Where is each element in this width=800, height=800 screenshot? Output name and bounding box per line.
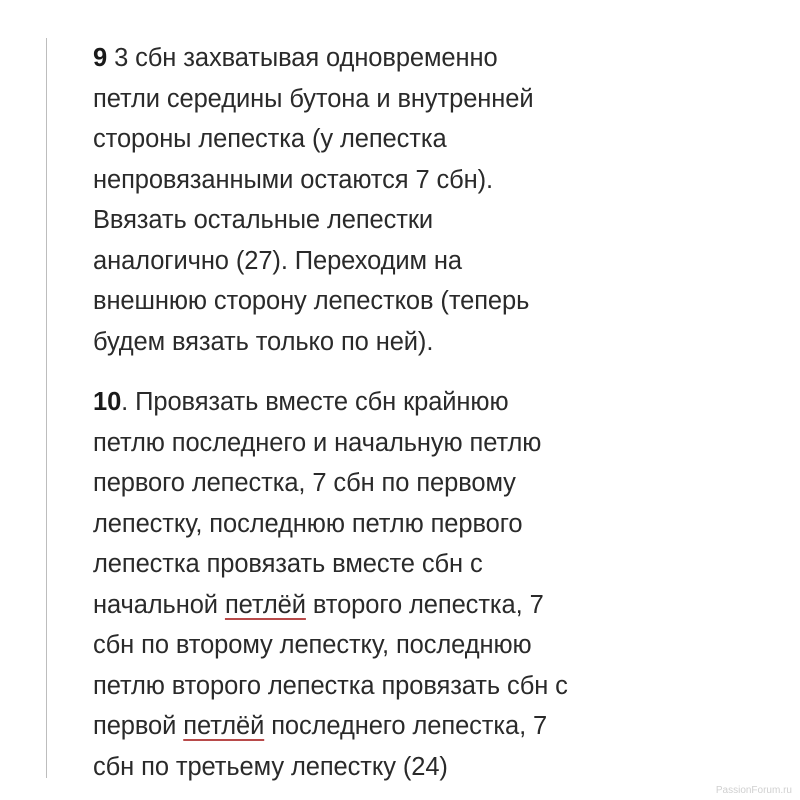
step-9-line: петли середины бутона и внутренней <box>93 84 534 113</box>
step-10-line: первого лепестка, 7 сбн по первому <box>93 469 516 497</box>
step-10-line: первой петлёй последнего лепестка, 7 <box>93 712 548 740</box>
step-9-line: стороны лепестка (у лепестка <box>93 125 447 153</box>
step-9-line: внешнюю сторону лепестков (теперь <box>93 287 530 315</box>
step-9-line: будем вязать только по ней). <box>93 327 434 356</box>
step-10-line: сбн по второму лепестку, последнюю <box>93 631 532 659</box>
step-10-number: 10 <box>93 388 122 416</box>
step-10-line: петлю последнего и начальную петлю <box>93 428 542 457</box>
step-9-paragraph <box>93 38 534 362</box>
step-10-line: петлю второго лепестка провязать сбн с <box>93 671 568 700</box>
step-10-line: начальной петлёй второго лепестка, 7 <box>93 590 544 619</box>
step-9-line: аналогично (27). Переходим на <box>93 246 462 275</box>
step-10-line: 10. Провязать вместе сбн крайнюю <box>93 388 509 416</box>
underlined-word: петлёй <box>183 712 265 740</box>
left-margin-rule <box>46 38 47 778</box>
step-9-line: Ввязать остальные лепестки <box>93 206 434 234</box>
step-9-number: 9 <box>93 44 108 72</box>
step-10-line: лепестку, последнюю петлю первого <box>93 509 523 538</box>
underlined-word: петлёй <box>224 590 306 619</box>
step-10-paragraph <box>93 382 568 787</box>
step-9-line: непровязанными остаются 7 сбн). <box>93 165 494 194</box>
step-10-line: сбн по третьему лепестку (24) <box>93 752 448 781</box>
step-9-line: 9 3 сбн захватывая одновременно <box>93 44 498 72</box>
watermark: PassionForum.ru <box>715 785 792 796</box>
step-10-line: лепестка провязать вместе сбн с <box>93 550 483 578</box>
